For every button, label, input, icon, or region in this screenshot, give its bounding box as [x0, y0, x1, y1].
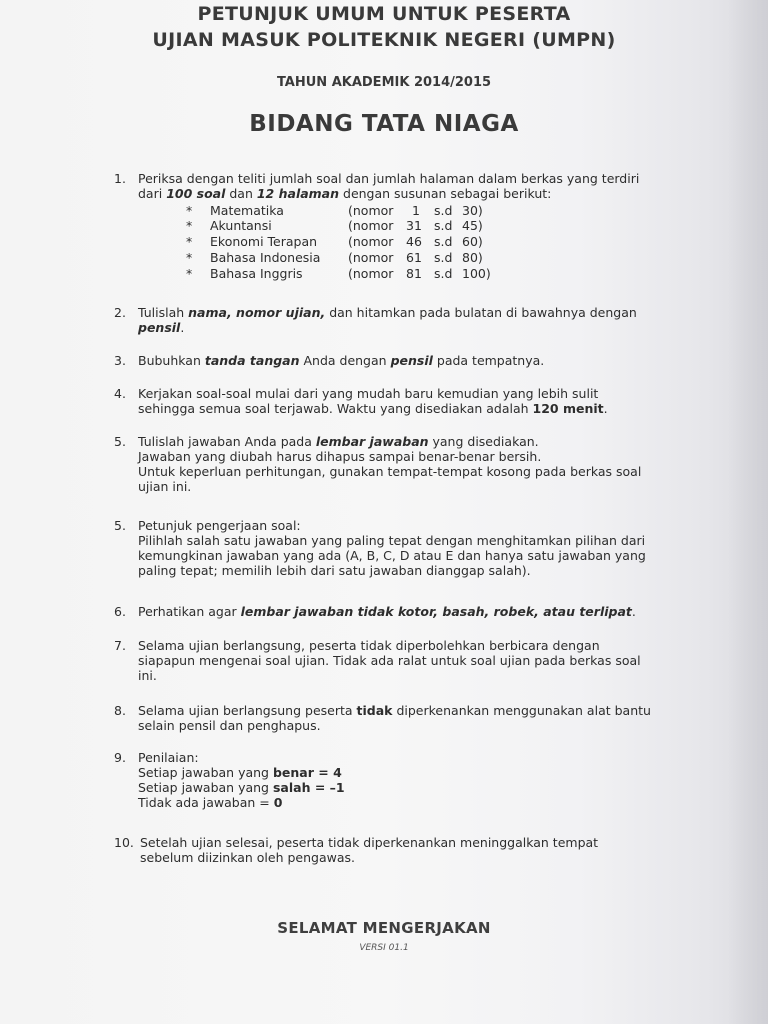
instruction-7: 7. Selama ujian berlangsung, peserta tidak diperbolehkan berbicara dengan siapapun mengenai soal ujian. Tidak ada ralat untuk soal ujian pada berkas soal ini.	[114, 638, 641, 683]
instruction-5: 5. Tulislah jawaban Anda pada lembar jawaban yang disediakan. Jawaban yang diubah harus dihapus sampai benar-benar bersih. Untuk keperluan perhitungan, gunakan tempat-tempat kosong pada berkas soal ujian ini.	[114, 434, 642, 494]
instruction-3: 3. Bubuhkan tanda tangan Anda dengan pensil pada tempatnya.	[114, 353, 545, 368]
instruction-5b: 5. Petunjuk pengerjaan soal: Pilihlah salah satu jawaban yang paling tepat dengan menghitamkan pilihan dari kemungkinan jawaban yang ada (A, B, C, D atau E dan hanya satu jawaban yang paling tepat; memilih lebih dari satu jawaban dianggap salah).	[114, 518, 646, 578]
score-correct: Setiap jawaban yang benar = 4	[138, 765, 342, 780]
scan-shadow	[728, 0, 768, 1024]
score-wrong: Setiap jawaban yang salah = –1	[138, 780, 345, 795]
instruction-1: 1. Periksa dengan teliti jumlah soal dan jumlah halaman dalam berkas yang terdiri dari 100 soal dan 12 halaman dengan susunan sebagai berikut:	[114, 171, 640, 201]
instruction-6: 6. Perhatikan agar lembar jawaban tidak kotor, basah, robek, atau terlipat.	[114, 604, 636, 619]
emphasis-12-halaman: 12 halaman	[256, 186, 340, 201]
instruction-10: 10. Setelah ujian selesai, peserta tidak diperkenankan meninggalkan tempat sebelum diizinkan oleh pengawas.	[114, 835, 599, 865]
instruction-8: 8. Selama ujian berlangsung peserta tidak diperkenankan menggunakan alat bantu selain pensil dan penghapus.	[114, 703, 651, 733]
academic-year: TAHUN AKADEMIK 2014/2015	[276, 75, 492, 90]
version-label: VERSI 01.1	[359, 943, 409, 953]
instruction-2: 2. Tulislah nama, nomor ujian, dan hitamkan pada bulatan di bawahnya dengan pensil.	[114, 305, 637, 335]
title-line-2: UJIAN MASUK POLITEKNIK NEGERI (UMPN)	[152, 29, 616, 51]
instruction-4: 4. Kerjakan soal-soal mulai dari yang mudah baru kemudian yang lebih sulit sehingga semua soal terjawab. Waktu yang disediakan adalah 120 menit.	[114, 386, 608, 416]
field-title: BIDANG TATA NIAGA	[249, 111, 519, 137]
title-line-1: PETUNJUK UMUM UNTUK PESERTA	[197, 3, 571, 25]
closing-text: SELAMAT MENGERJAKAN	[277, 919, 491, 937]
exam-instructions-page: PETUNJUK UMUM UNTUK PESERTA UJIAN MASUK POLITEKNIK NEGERI (UMPN) TAHUN AKADEMIK 2014/2015 BIDANG TATA NIAGA 1. Periksa dengan teliti jumlah soal dan jumlah halaman dalam berkas yang terdiri dari 100 soal dan 12 halaman dengan susunan sebagai berikut: * Matematika (nomor 1 s.d 30) * Akuntansi (nomor 31 s.d 45) * Ekonomi Terapan (nomor 46 s.d 60) * Bahasa Indonesia (nomor 61 s.d 80) * Bahasa Inggris (nomor 81 s.d 100) 2. Tulislah nama, nomor ujian, dan hitamkan pada bulatan di bawahnya dengan pensil. 3. Bubuhkan tanda tangan Anda dengan pensil pada tempatnya. 4. Kerjakan soal-soal mulai dari yang mudah baru kemudian yang lebih sulit sehingga semua soal terjawab. Waktu yang disediakan adalah 120 menit. 5. Tulislah jawaban Anda pada lembar jawaban yang disediakan. Jawaban yang diubah harus dihapus sampai benar-benar bersih. Untuk keperluan perhitungan, gunakan tempat-tempat kosong pada berkas soal ujian ini. 5. Petunjuk pengerjaan soal: Pilihlah salah satu jawaban yang paling tepat dengan menghitamkan pilihan dari kemungkinan jawaban yang ada (A, B, C, D atau E dan hanya satu jawaban yang paling tepat; memilih lebih dari satu jawaban dianggap salah). 6. Perhatikan agar lembar jawaban tidak kotor, basah, robek, atau terlipat. 7. Selama ujian berlangsung, peserta tidak diperbolehkan berbicara dengan siapapun mengenai soal ujian. Tidak ada ralat untuk soal ujian pada berkas soal ini. 8. Selama ujian berlangsung peserta tidak diperkenankan menggunakan alat bantu selain pensil dan penghapus. 9. Penilaian: Setiap jawaban yang benar = 4 Setiap jawaban yang salah = –1 Tidak ada jawaban = 0 10. Setelah ujian selesai, peserta tidak diperkenankan meninggalkan tempat sebelum diizinkan oleh pengawas. SELAMAT MENGERJAKAN VERSI 01.1	[0, 0, 768, 1024]
emphasis-100-soal: 100 soal	[166, 186, 226, 201]
score-empty: Tidak ada jawaban = 0	[138, 795, 283, 810]
instruction-9: 9. Penilaian: Setiap jawaban yang benar = 4 Setiap jawaban yang salah = –1 Tidak ada jawaban = 0	[114, 750, 674, 810]
item-number: 1.	[114, 171, 126, 186]
